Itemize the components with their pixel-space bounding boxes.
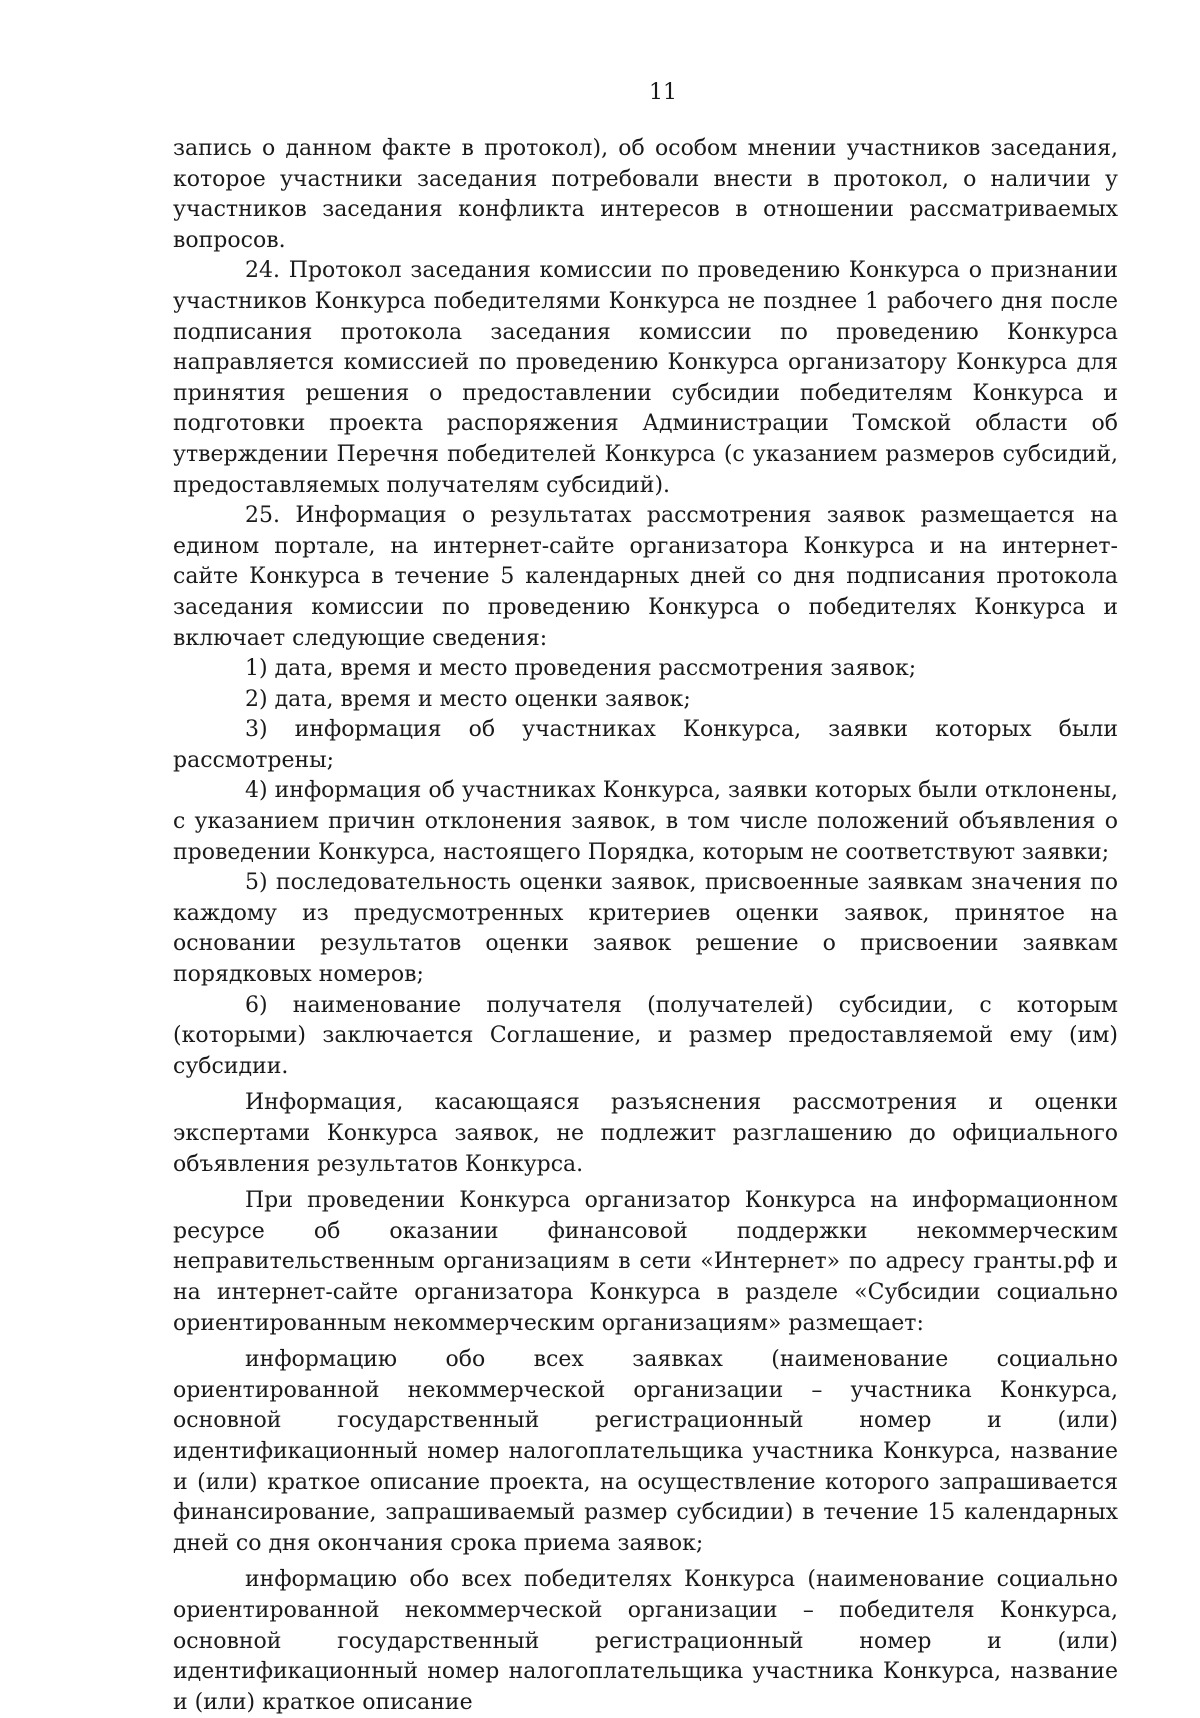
paragraph-information-disclosure: Информация, касающаяся разъяснения рассмотрения и оценки экспертами Конкурса заявок, не подлежит разглашению до официального объявления результатов Конкурса. [173,1090,1118,1177]
paragraph-all-winners: информацию обо всех победителях Конкурса (наименование социально ориентированной некоммерческой организации – победителя Конкурса, основной государственный регистрационный номер и (или) идентификационный номер налогоплательщика участника Конкурса, название и (или) краткое описание [173,1567,1118,1715]
list-item-3: 3) информация об участниках Конкурса, заявки которых были рассмотрены; [173,717,1118,773]
list-item-4: 4) информация об участниках Конкурса, заявки которых были отклонены, с указанием причин отклонения заявок, в том числе положений объявления о проведении Конкурса, настоящего Порядка, которым не соответствуют заявки; [173,778,1118,865]
list-item-1: 1) дата, время и место проведения рассмотрения заявок; [245,656,917,682]
paragraph-all-applications: информацию обо всех заявках (наименование социально ориентированной некоммерческой организации – участника Конкурса, основной государственный регистрационный номер и (или) идентификационный номер налогоплательщика участника Конкурса, название и (или) краткое описание проекта, на осуществление которого запрашивается финансирование, запрашиваемый размер субсидии) в течение 15 календарных дней со дня окончания срока приема заявок; [173,1347,1118,1556]
paragraph-24: 24. Протокол заседания комиссии по проведению Конкурса о признании участников Конкурса победителями Конкурса не позднее 1 рабочего дня после подписания протокола заседания комиссии по проведению Конкурса направляется комиссией по проведению Конкурса организатору Конкурса для принятия решения о предоставлении субсидии победителям Конкурса и подготовки проекта распоряжения Администрации Томской области об утверждении Перечня победителей Конкурса (с указанием размеров субсидий, предоставляемых получателям субсидий). [173,258,1118,498]
list-item-2: 2) дата, время и место оценки заявок; [245,686,691,712]
paragraph-publication: При проведении Конкурса организатор Конкурса на информационном ресурсе об оказании финансовой поддержки некоммерческим неправительственным организациям в сети «Интернет» по адресу гранты.рф и на интернет-сайте организатора Конкурса в разделе «Субсидии социально ориентированным некоммерческим организациям» размещает: [173,1188,1118,1336]
list-item-6: 6) наименование получателя (получателей) субсидии, с которым (которыми) заключается Соглашение, и размер предоставляемой ему (им) субсидии. [173,992,1118,1079]
document-body [173,134,1118,1718]
paragraph-25: 25. Информация о результатах рассмотрения заявок размещается на едином портале, на интернет-сайте организатора Конкурса и на интернет-сайте Конкурса в течение 5 календарных дней со дня подписания протокола заседания комиссии по проведению Конкурса о победителях Конкурса и включает следующие сведения: [173,503,1118,651]
paragraph-continuation: запись о данном факте в протокол), об особом мнении участников заседания, которое участники заседания потребовали внести в протокол, о наличии у участников заседания конфликта интересов в отношении рассматриваемых вопросов. [173,136,1118,253]
page-number: 11 [649,80,677,105]
list-item-5: 5) последовательность оценки заявок, присвоенные заявкам значения по каждому из предусмотренных критериев оценки заявок, принятое на основании результатов оценки заявок решение о присвоении заявкам порядковых номеров; [173,870,1118,988]
